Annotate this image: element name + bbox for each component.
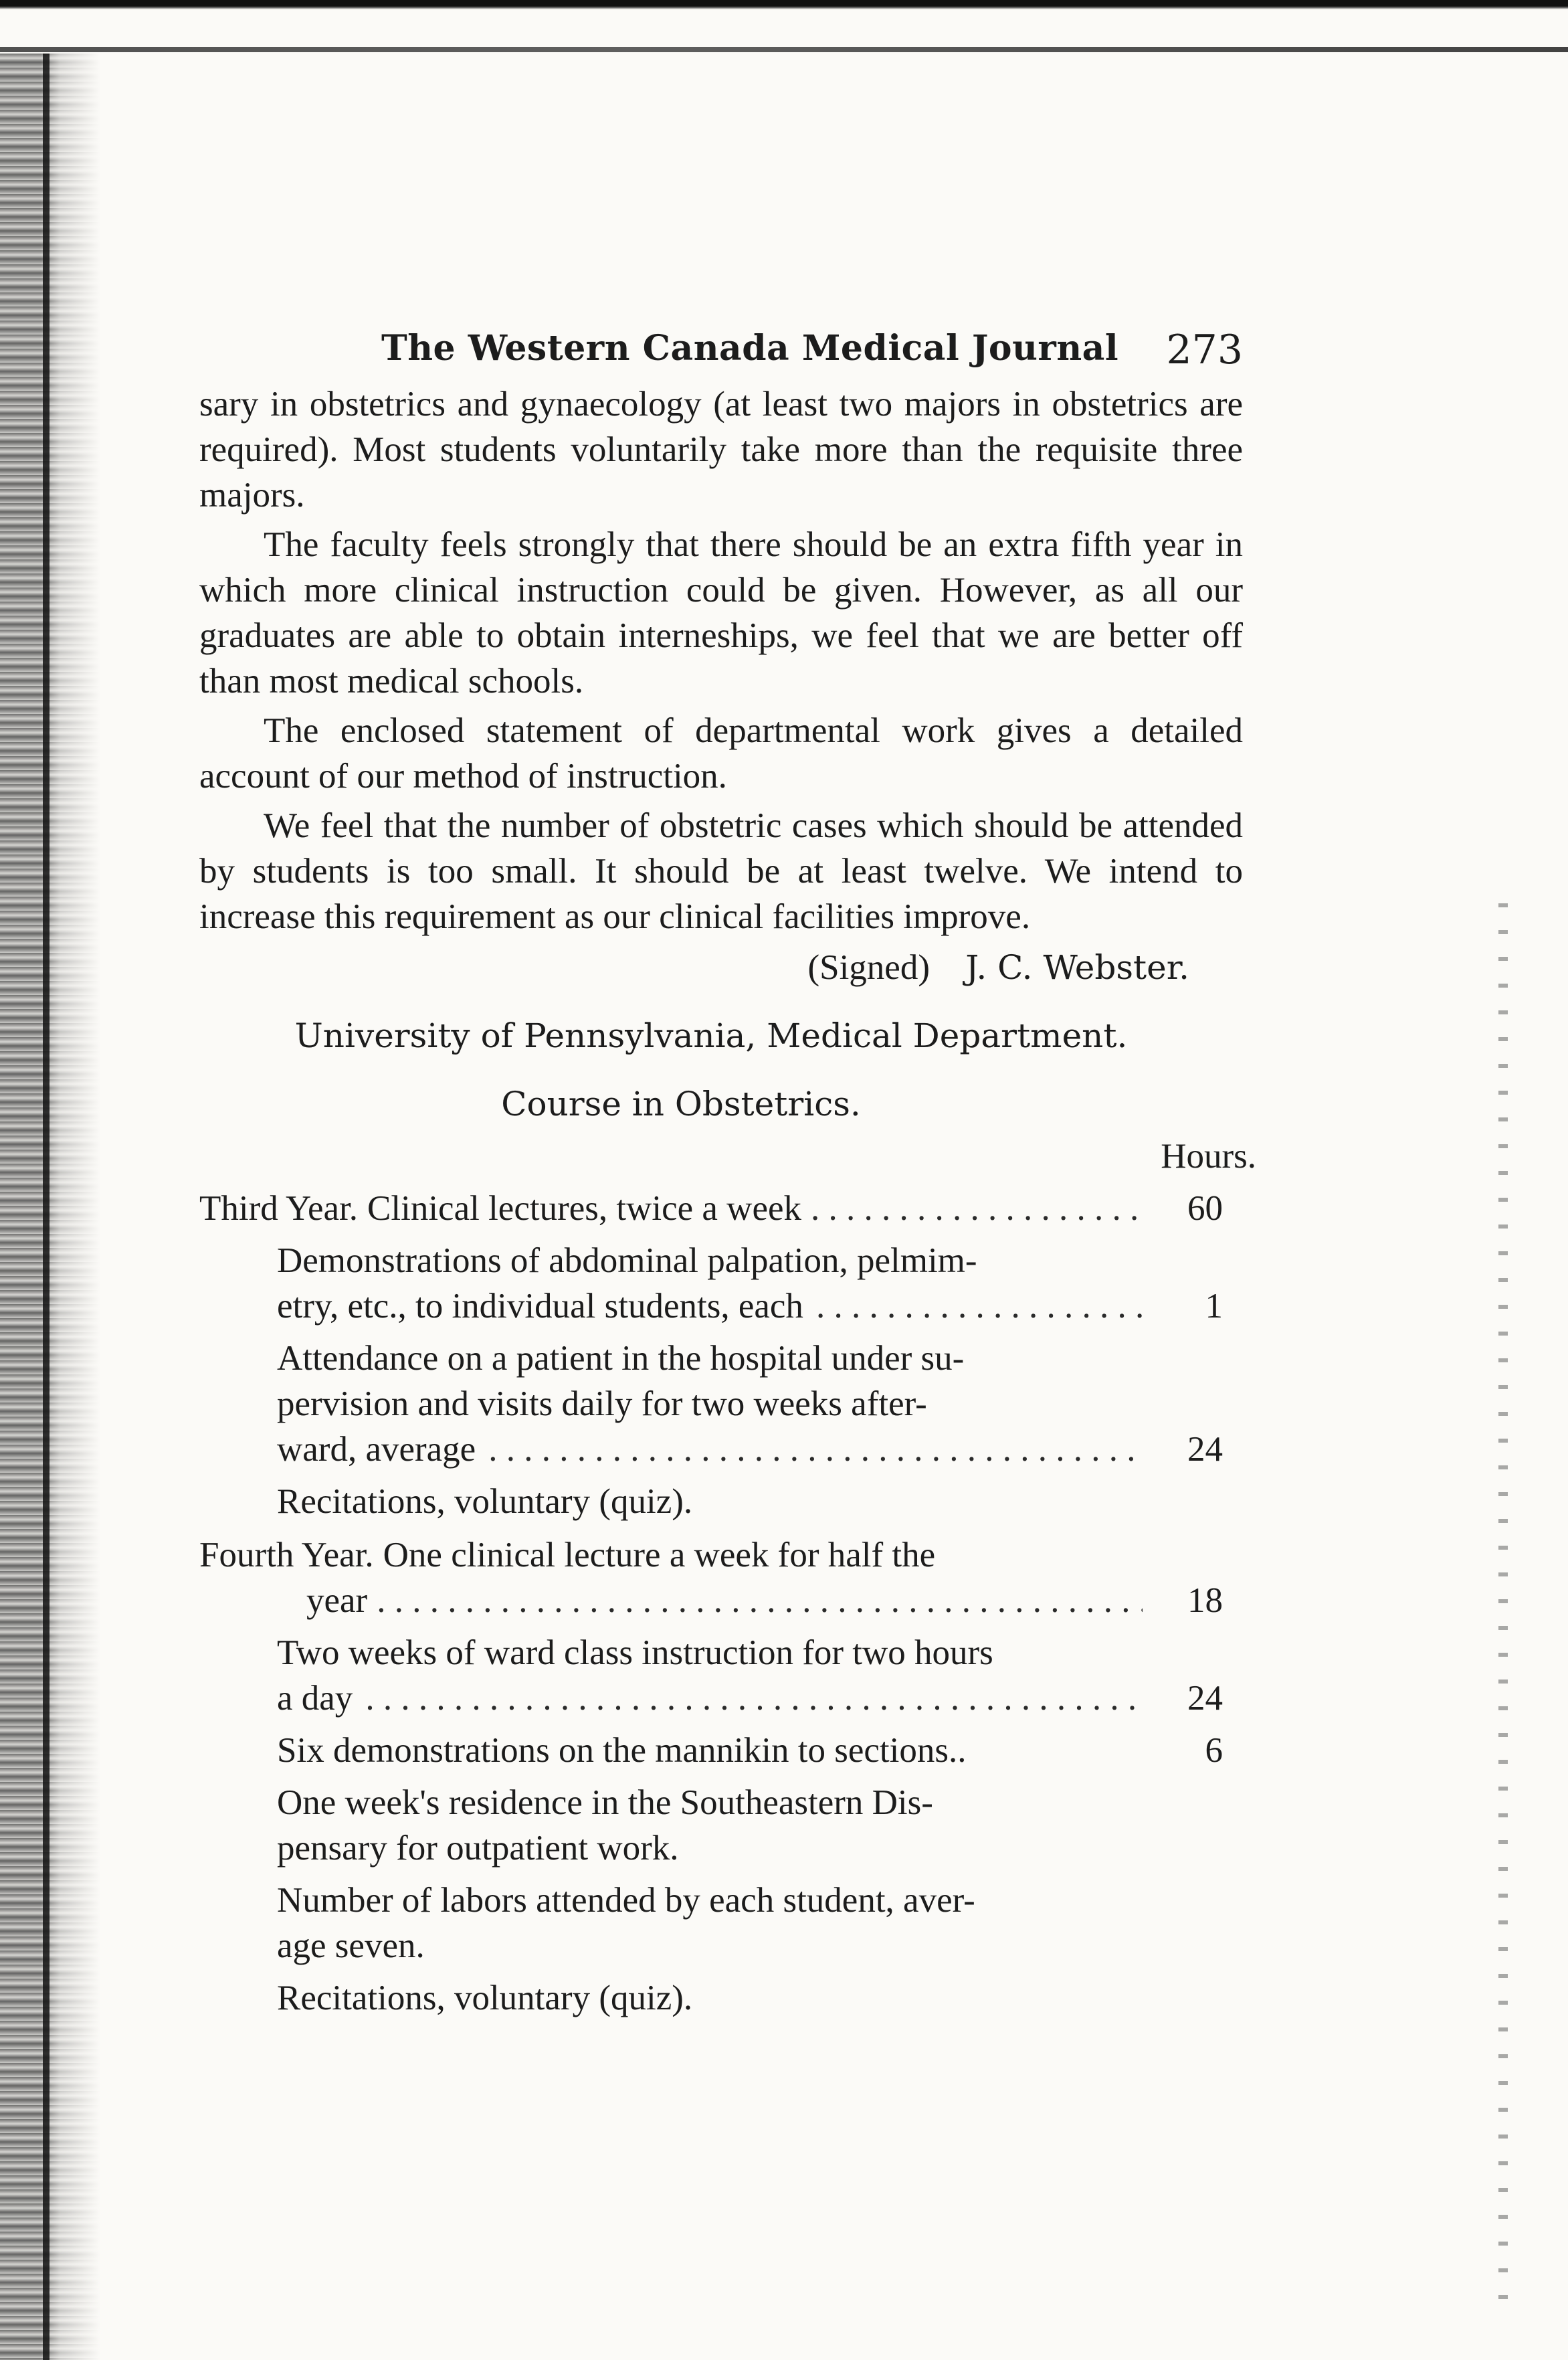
entry-line [199, 1578, 1143, 1623]
page-header [199, 314, 1243, 381]
course-entry [199, 1532, 1243, 1623]
entry-hours: 18 [1187, 1581, 1223, 1620]
entry-text: Six demonstrations on the mannikin to sections.. [277, 1731, 967, 1770]
entry-text-line: Attendance on a patient in the hospital under su- [277, 1339, 965, 1378]
scan-right-margin-marks [1498, 903, 1508, 2308]
paragraph-statement: The enclosed statement of departmental work gives a detailed account of our method of instruction. [199, 711, 1243, 796]
entry-text-line: pervision and visits daily for two weeks after- [277, 1384, 927, 1423]
running-head: The Western Canada Medical Journal [381, 328, 1119, 369]
dot-leader [485, 1427, 1143, 1472]
entry-text: Recitations, voluntary (quiz). [277, 1979, 693, 2017]
entry-text-line: Number of labors attended by each student, aver- [277, 1881, 975, 1920]
entry-text: Recitations, voluntary (quiz). [277, 1482, 693, 1521]
book-spine-edge [43, 54, 50, 2360]
page-number: 273 [1166, 327, 1243, 373]
entry-hours: 1 [1205, 1287, 1223, 1326]
entry-hours: 24 [1187, 1430, 1223, 1469]
paragraph-fifth-year: The faculty feels strongly that there should be an extra fifth year in which more clinical instruction could be given. However, as all our graduates are able to obtain interneships, we feel that we are better off than most medical schools. [199, 525, 1243, 701]
entry-line [277, 1675, 1143, 1721]
entry-line [277, 1427, 1143, 1472]
signature-line [199, 945, 1243, 990]
course-entry [199, 1878, 1243, 1969]
entry-hours: 6 [1205, 1731, 1223, 1770]
entry-line [277, 1283, 1143, 1329]
entry-text: year [306, 1581, 368, 1620]
entry-text: ward, average [277, 1430, 476, 1469]
entry-text: One clinical lecture a week for half the [383, 1536, 936, 1574]
entry-text: a day [277, 1679, 353, 1718]
scan-top-edge [0, 0, 1568, 9]
dot-leader [362, 1675, 1143, 1721]
entry-text-line: Two weeks of ward class instruction for two hours [277, 1633, 993, 1672]
entry-text-line: Demonstrations of abdominal palpation, pelmim- [277, 1241, 977, 1280]
journal-page [199, 314, 1256, 2021]
course-entry [199, 1630, 1243, 1721]
entry-text-line: age seven. [277, 1926, 425, 1965]
course-entry [199, 1336, 1243, 1472]
entry-hours: 24 [1187, 1679, 1223, 1718]
entry-text: Clinical lectures, twice a week [367, 1189, 801, 1228]
paragraph-obstetric-cases: We feel that the number of obstetric cases which should be attended by students is too small. It should be at least twelve. We intend to increase this requirement as our clinical facilities improve. [199, 806, 1243, 936]
signature-label: (Signed) [807, 948, 930, 987]
fourth-year-label: Fourth Year. [199, 1536, 374, 1574]
dot-leader [813, 1283, 1143, 1329]
entry-text: etry, etc., to individual students, each [277, 1287, 803, 1326]
course-entry [199, 1186, 1243, 1231]
institution-heading: University of Pennsylvania, Medical Department. [294, 1016, 1128, 1055]
paragraph-continuation: sary in obstetrics and gynaecology (at least two majors in obstetrics are required). Most students voluntarily take more than the requisite three majors. [199, 385, 1243, 515]
course-heading: Course in Obstetrics. [501, 1085, 861, 1123]
letter-body [199, 381, 1243, 939]
course-entry [199, 1238, 1243, 1329]
dot-leader [811, 1186, 1143, 1231]
course-entry [199, 1728, 1243, 1773]
entry-text-line [199, 1532, 1143, 1578]
course-entry [199, 1479, 1243, 1524]
fourth-year-block [199, 1532, 1243, 2021]
hours-column-label: Hours. [1161, 1137, 1256, 1176]
signature-name: J. C. Webster. [965, 948, 1189, 987]
entry-hours: 60 [1187, 1189, 1223, 1228]
third-year-label: Third Year. [199, 1189, 359, 1228]
book-spine-shadow [0, 54, 100, 2360]
entry-text-line: One week's residence in the Southeastern Dis- [277, 1783, 933, 1822]
scan-top-rule [0, 47, 1568, 52]
course-entry [199, 1975, 1243, 2021]
third-year-block [199, 1186, 1243, 1524]
entry-text-line: pensary for outpatient work. [277, 1829, 679, 1868]
entry-line [199, 1186, 1143, 1231]
dot-leader [377, 1578, 1143, 1623]
course-entry [199, 1780, 1243, 1871]
